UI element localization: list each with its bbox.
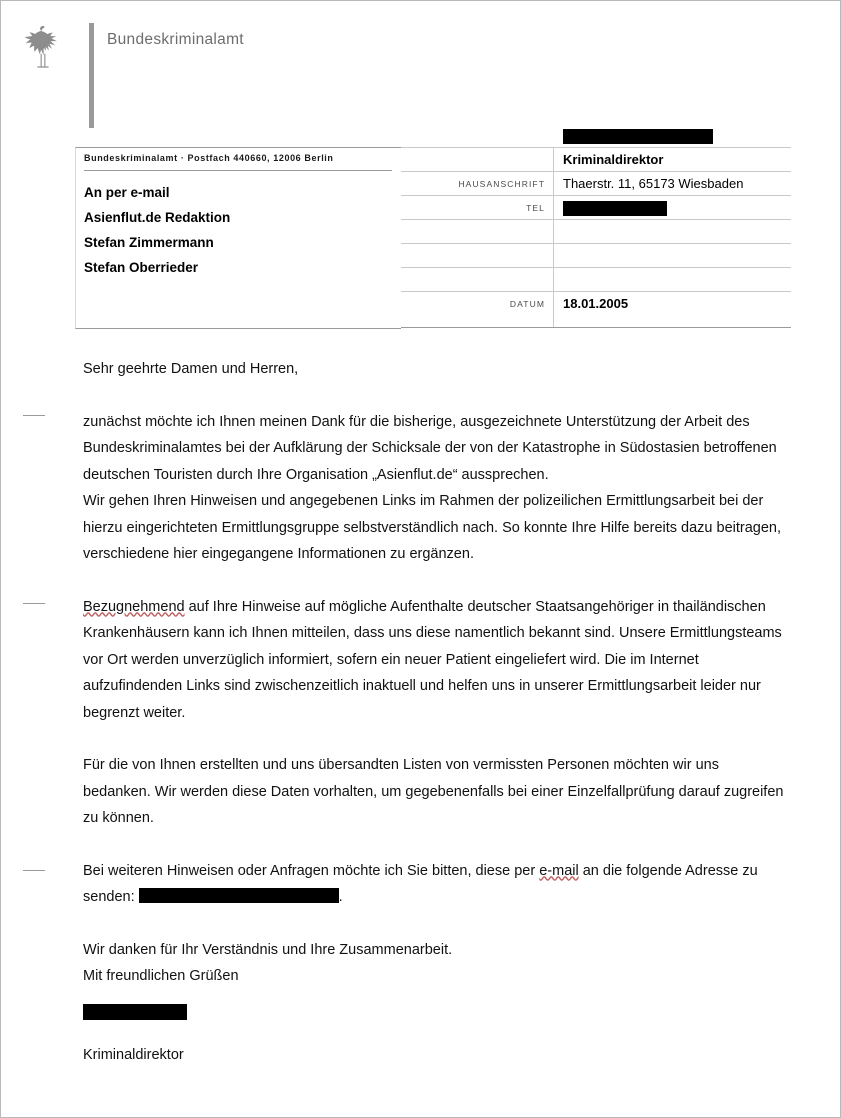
meta-label-datum: DATUM bbox=[509, 299, 545, 309]
meta-row bbox=[401, 219, 791, 244]
signature-title: Kriminaldirektor bbox=[83, 1047, 184, 1063]
federal-eagle-icon bbox=[19, 23, 67, 73]
signature-redacted bbox=[83, 1003, 789, 1030]
meta-row bbox=[401, 195, 791, 220]
meta-label bbox=[401, 219, 553, 243]
paragraph-2: Wir gehen Ihren Hinweisen und angegebenen Links im Rahmen der polizeilichen Ermittlungsarbeit bei der hierzu eingerichteten Ermittlungsgruppe selbstverständlich nach. So konnte Ihre Hilfe bereits dazu beitragen, verschiedene hier eingegangene Informationen zu ergänzen. bbox=[83, 493, 782, 562]
meta-label bbox=[401, 267, 553, 291]
paragraph-4: Für die von Ihnen erstellten und uns übersandten Listen von vermissten Personen möchten wir uns bedanken. Wir werden diese Daten vorhalten, um gegebenenfalls bei einer Einzelfallprüfung darauf zugreifen zu können. bbox=[83, 757, 784, 826]
recipient-line: Asienflut.de Redaktion bbox=[84, 210, 231, 225]
paragraph-1: zunächst möchte ich Ihnen meinen Dank für die bisherige, ausgezeichnete Unterstützung der Arbeit des Bundeskriminalamtes bei der Aufklärung der Schicksale der von der Katastrophe in Südostasien betroffenen deutschen Touristen durch Ihre Organisation „Asienflut.de“ aussprechen. bbox=[83, 413, 777, 483]
closing-greeting: Mit freundlichen Grüßen bbox=[83, 968, 239, 984]
recipient-line: An per e-mail bbox=[84, 185, 170, 200]
meta-row bbox=[401, 123, 791, 148]
meta-label-tel: TEL bbox=[526, 203, 545, 213]
recipient-block bbox=[75, 147, 401, 329]
margin-tick bbox=[23, 415, 45, 416]
address-meta-block bbox=[75, 123, 791, 333]
recipient-line: Stefan Zimmermann bbox=[84, 235, 214, 250]
paragraph-5-after: . bbox=[338, 889, 343, 905]
letterhead-divider-bar bbox=[89, 23, 94, 128]
meta-value-address: Thaerstr. 11, 65173 Wiesbaden bbox=[563, 176, 744, 191]
closing-thanks: Wir danken für Ihr Verständnis und Ihre Zusammenarbeit. bbox=[83, 941, 453, 958]
letter-body bbox=[83, 356, 789, 1069]
sender-return-line: Bundeskriminalamt · Postfach 440660, 12006 Berlin bbox=[84, 153, 334, 163]
paragraph-3 bbox=[83, 594, 789, 727]
sender-rule bbox=[84, 170, 392, 171]
margin-tick bbox=[23, 603, 45, 604]
meta-label bbox=[401, 243, 553, 267]
letterhead bbox=[19, 23, 439, 133]
meta-column-divider bbox=[553, 147, 554, 327]
email-word: e-mail bbox=[539, 862, 579, 879]
sender-details-table bbox=[401, 123, 791, 327]
meta-value-date: 18.01.2005 bbox=[563, 296, 629, 311]
meta-bottom-rule bbox=[401, 327, 791, 328]
paragraph-5-middle: an die folgende Adresse zu senden: bbox=[83, 862, 758, 905]
meta-label bbox=[401, 123, 553, 147]
recipient-line: Stefan Oberrieder bbox=[84, 260, 199, 275]
paragraph-5-before: Bei weiteren Hinweisen oder Anfragen möchte ich Sie bitten, diese per bbox=[83, 862, 540, 879]
margin-tick bbox=[23, 870, 45, 871]
meta-value-redacted bbox=[563, 123, 713, 147]
meta-row bbox=[401, 147, 791, 172]
meta-row bbox=[401, 267, 791, 292]
salutation: Sehr geehrte Damen und Herren, bbox=[83, 361, 299, 377]
meta-row bbox=[401, 171, 791, 196]
paragraph-3-rest: auf Ihre Hinweise auf mögliche Aufenthalte deutscher Staatsangehöriger in thailändischen Krankenhäusern kann ich Ihnen mitteilen, dass uns diese namentlich bekannt sind. Unsere Ermittlungsteams vor Ort werden unverzüglich informiert, sofern ein neuer Patient eingeliefert wird. Die im Internet aufzufindenden Links sind zwischenzeitlich inaktuell und helfen uns in unserer Ermittlungsarbeit leider nur begrenzt weiter. bbox=[83, 598, 782, 721]
organisation-name: Bundeskriminalamt bbox=[107, 31, 244, 48]
meta-value-phone-redacted bbox=[563, 195, 667, 219]
meta-label bbox=[401, 147, 553, 171]
paragraph-3-lead-word: Bezugnehmend bbox=[83, 598, 185, 615]
meta-row bbox=[401, 291, 791, 315]
meta-label-hausanschrift: HAUSANSCHRIFT bbox=[458, 179, 545, 189]
paragraph-5 bbox=[83, 858, 789, 911]
email-address-redacted bbox=[139, 888, 339, 903]
meta-value-title: Kriminaldirektor bbox=[563, 152, 664, 167]
meta-row bbox=[401, 243, 791, 268]
recipient-address bbox=[84, 180, 394, 280]
